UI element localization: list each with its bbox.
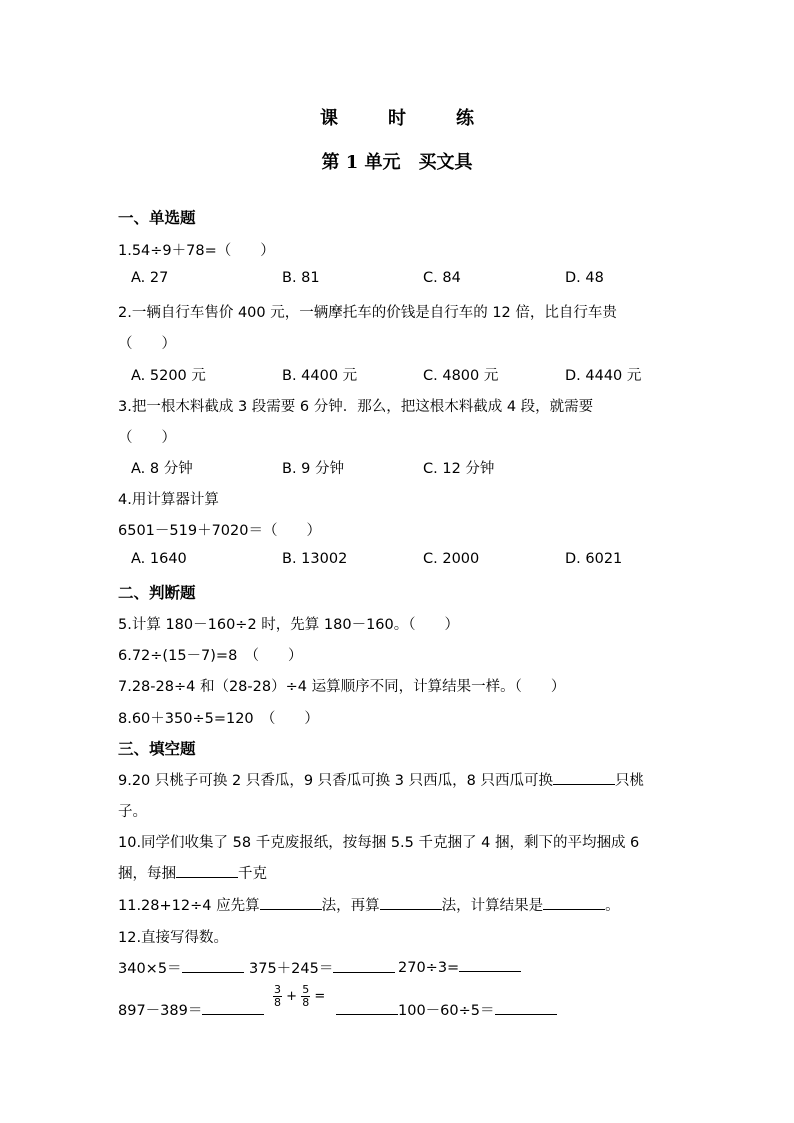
q1-option-d: D. 48	[565, 270, 604, 286]
q4-option-c: C. 2000	[423, 551, 480, 567]
answer-blank[interactable]	[333, 958, 395, 973]
question-3: 3.把一根木料截成 3 段需要 6 分钟．那么，把这根木料截成 4 段，就需要	[118, 399, 594, 415]
expr-text: 375＋245＝	[249, 961, 334, 977]
unit-label: 第 1 单元	[321, 152, 401, 173]
q1-option-a: A. 27	[131, 270, 169, 286]
expr-text: 100－60÷5＝	[398, 1003, 495, 1019]
q2-option-b: B. 4400 元	[282, 368, 358, 384]
q11-text: 法，再算	[321, 898, 380, 914]
q1-option-b: B. 81	[282, 270, 320, 286]
expr-text: 270÷3=	[398, 960, 460, 976]
answer-blank[interactable]	[459, 957, 521, 972]
question-2-cont: （ ）	[118, 336, 176, 352]
question-9	[118, 769, 644, 790]
q12-expr-4	[118, 999, 264, 1020]
question-11	[118, 894, 620, 915]
equals-sign: =	[314, 989, 326, 1004]
question-8: 8.60＋350÷5=120 （ ）	[118, 711, 319, 727]
plus-sign: +	[286, 989, 298, 1004]
q12-expr-3	[398, 957, 521, 976]
answer-blank[interactable]	[202, 1000, 264, 1015]
answer-blank[interactable]	[553, 770, 615, 785]
page-subtitle	[0, 148, 794, 174]
page-title: 课 时 练	[320, 108, 490, 129]
unit-topic: 买文具	[418, 152, 473, 173]
q10-text: 千克	[238, 866, 267, 882]
question-4-expr: 6501－519＋7020＝（ ）	[118, 523, 321, 539]
question-7: 7.28-28÷4 和（28-28）÷4 运算顺序不同，计算结果一样。（ ）	[118, 679, 566, 695]
q3-option-b: B. 9 分钟	[282, 461, 345, 477]
question-10: 10.同学们收集了 58 千克废报纸，按每捆 5.5 千克捆了 4 捆，剩下的平均捆成 6	[118, 835, 640, 851]
question-12: 12.直接写得数。	[118, 930, 229, 946]
fraction	[301, 984, 310, 1009]
q2-option-c: C. 4800 元	[423, 368, 499, 384]
q10-text: 捆，每捆	[118, 866, 176, 882]
section-heading: 三、填空题	[118, 740, 196, 758]
answer-blank[interactable]	[495, 1000, 557, 1015]
answer-blank[interactable]	[182, 958, 244, 973]
answer-blank[interactable]	[543, 895, 605, 910]
question-6: 6.72÷(15－7)=8 （ ）	[118, 648, 303, 664]
fraction-denominator: 8	[274, 996, 281, 1009]
section-heading: 一、单选题	[118, 209, 196, 227]
q12-expr-5	[273, 984, 325, 1009]
answer-blank[interactable]	[176, 863, 238, 878]
q12-expr-6	[336, 999, 557, 1020]
q9-text: 只桃	[614, 773, 644, 789]
question-5: 5.计算 180－160÷2 时，先算 180－160。（ ）	[118, 617, 459, 633]
question-10-cont	[118, 862, 267, 883]
q9-text: 9.20 只桃子可换 2 只香瓜，9 只香瓜可换 3 只西瓜，8 只西瓜可换	[118, 773, 553, 789]
expr-text: 897－389＝	[118, 1003, 203, 1019]
q1-option-c: C. 84	[423, 270, 461, 286]
q11-text: 法，计算结果是	[441, 898, 544, 914]
q4-option-d: D. 6021	[565, 551, 623, 567]
fraction-denominator: 8	[302, 996, 310, 1009]
question-1: 1.54÷9＋78=（ ）	[118, 243, 275, 259]
q11-text: 11.28+12÷4 应先算	[118, 898, 260, 914]
question-9-cont: 子。	[118, 804, 147, 820]
answer-blank[interactable]	[336, 1000, 398, 1015]
q12-expr-2	[249, 957, 395, 978]
expr-text: 340×5＝	[118, 961, 182, 977]
fraction-numerator: 3	[274, 983, 281, 996]
q11-text: 。	[605, 898, 620, 914]
q4-option-a: A. 1640	[131, 551, 187, 567]
question-2: 2.一辆自行车售价 400 元，一辆摩托车的价钱是自行车的 12 倍，比自行车贵	[118, 305, 617, 321]
fraction-numerator: 5	[302, 983, 310, 996]
q3-option-a: A. 8 分钟	[131, 461, 193, 477]
question-3-cont: （ ）	[118, 430, 176, 446]
question-4: 4.用计算器计算	[118, 492, 219, 508]
q12-expr-1	[118, 957, 244, 978]
q4-option-b: B. 13002	[282, 551, 348, 567]
q2-option-a: A. 5200 元	[131, 368, 206, 384]
fraction	[273, 984, 282, 1009]
answer-blank[interactable]	[260, 895, 322, 910]
answer-blank[interactable]	[380, 895, 442, 910]
q3-option-c: C. 12 分钟	[423, 461, 495, 477]
section-heading: 二、判断题	[118, 584, 196, 602]
q2-option-d: D. 4440 元	[565, 368, 642, 384]
